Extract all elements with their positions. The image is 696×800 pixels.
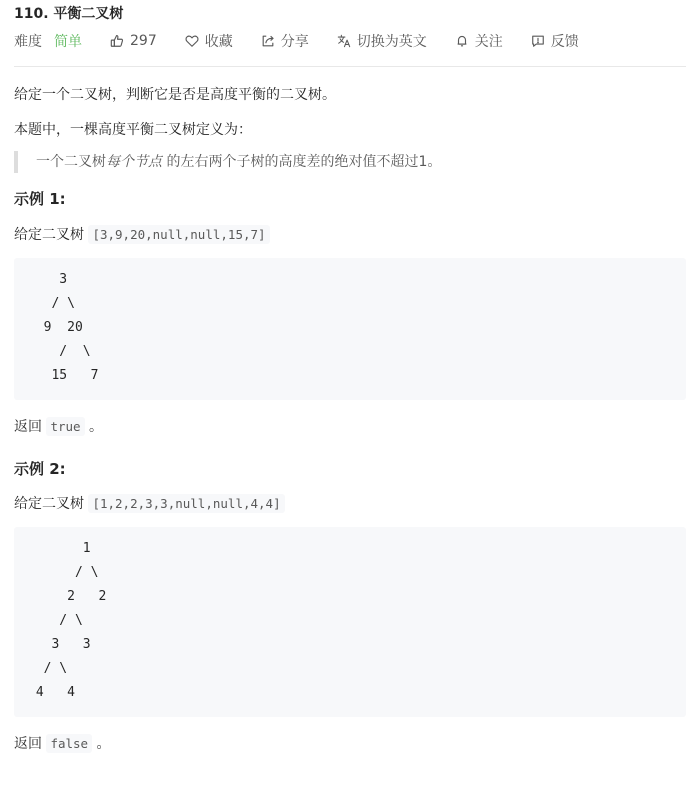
- difficulty-badge: 简单: [54, 34, 82, 50]
- heart-icon: [185, 34, 199, 48]
- example-2-given-label: 给定二叉树: [14, 496, 89, 512]
- quote-suffix: 的左右两个子树的高度差的绝对值不超过1。: [162, 154, 442, 170]
- feedback-label: 反馈: [550, 34, 579, 50]
- example-2-return-suffix: 。: [92, 736, 111, 752]
- feedback-button[interactable]: [531, 31, 579, 51]
- definition-intro-text: 本题中，一棵高度平衡二叉树定义为：: [14, 122, 252, 138]
- example-1-return-suffix: 。: [84, 419, 104, 435]
- example-2-tree-code: 1 / \ 2 2 / \ 3 3 / \ 4 4: [14, 527, 686, 717]
- share-button[interactable]: [261, 31, 309, 51]
- difficulty-label: 难度: [14, 34, 42, 50]
- example-2-heading: 示例 2:: [14, 460, 66, 478]
- problem-meta-bar: [14, 31, 579, 51]
- favorite-button[interactable]: [185, 31, 233, 51]
- example-2-return-value: false: [46, 734, 92, 753]
- example-2-return-label: 返回: [14, 736, 47, 752]
- example-2-return: [14, 733, 111, 753]
- problem-title: 110. 平衡二叉树: [14, 6, 124, 22]
- follow-label: 关注: [474, 34, 503, 50]
- favorite-label: 收藏: [204, 34, 233, 50]
- thumbs-up-icon: [110, 34, 124, 48]
- example-1-given: [14, 224, 270, 244]
- follow-button[interactable]: [455, 31, 503, 51]
- intro-text: 给定一个二叉树，判断它是否是高度平衡的二叉树。: [14, 87, 336, 103]
- example-2-given: [14, 493, 285, 513]
- feedback-icon: [531, 34, 545, 48]
- translate-icon: [337, 34, 351, 48]
- switch-language-label: 切换为英文: [356, 34, 427, 50]
- share-icon: [261, 34, 275, 48]
- header-divider: [14, 66, 686, 67]
- definition-quote: [14, 151, 441, 173]
- switch-language-button[interactable]: [337, 31, 427, 51]
- example-1-tree-code: 3 / \ 9 20 / \ 15 7: [14, 258, 686, 400]
- like-button[interactable]: [110, 33, 157, 49]
- example-1-heading: 示例 1:: [14, 190, 66, 208]
- share-label: 分享: [280, 34, 309, 50]
- example-1-given-value: [3,9,20,null,null,15,7]: [88, 225, 269, 244]
- example-2-given-value: [1,2,2,3,3,null,null,4,4]: [88, 494, 284, 513]
- quote-emphasis: 每个节点: [106, 154, 162, 170]
- like-count: 297: [130, 33, 157, 49]
- example-1-given-label: 给定二叉树: [14, 227, 89, 243]
- bell-icon: [455, 34, 469, 48]
- example-1-return-label: 返回: [14, 419, 47, 435]
- example-1-return-value: true: [46, 417, 84, 436]
- quote-prefix: 一个二叉树: [36, 154, 106, 170]
- example-1-return: [14, 416, 103, 436]
